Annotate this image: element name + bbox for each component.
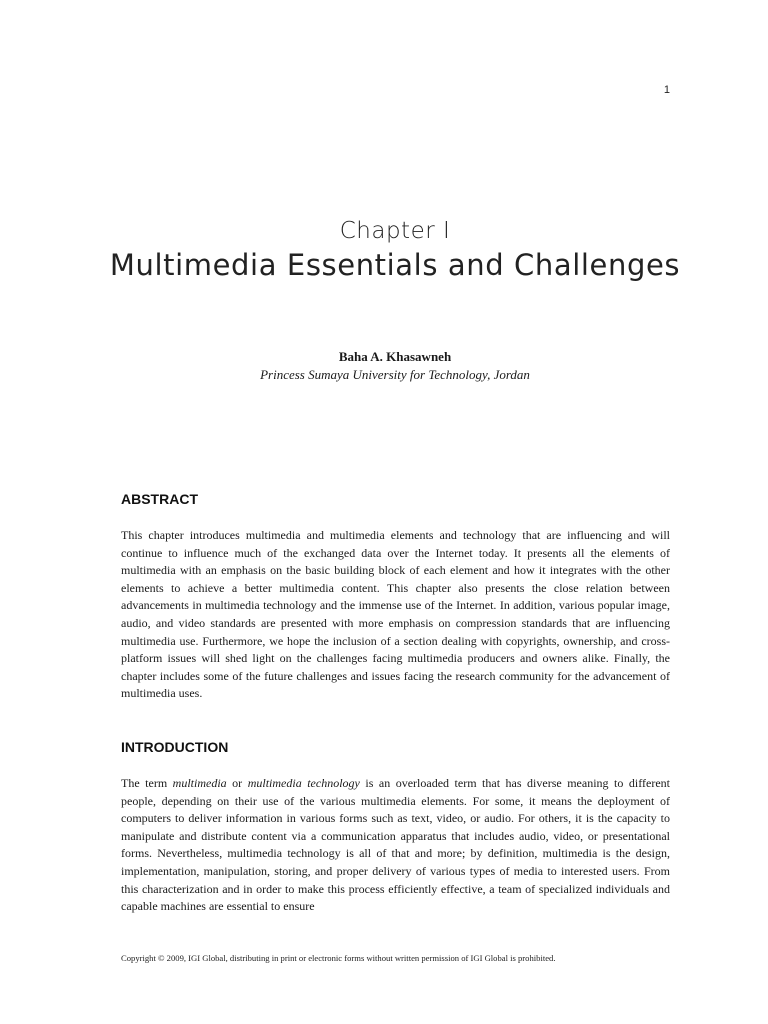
copyright-notice: Copyright © 2009, IGI Global, distributing in print or electronic forms without written permission of IGI Global is prohibited.: [121, 953, 556, 963]
intro-text-segment: or: [226, 776, 248, 790]
author-affiliation: Princess Sumaya University for Technology, Jordan: [260, 367, 530, 382]
page-number: 1: [663, 84, 670, 96]
chapter-label: Chapter I: [339, 218, 451, 244]
intro-term-multimedia: multimedia: [172, 776, 227, 790]
introduction-heading: INTRODUCTION: [121, 739, 229, 755]
intro-text-segment: is an overloaded term that has diverse meaning to different people, depending on their use of the various multimedia elements. For some, it means the deployment of computers to deliver information in various forms such as text, video, or audio. For others, it is the capacity to manipulate and distribute content via a communication apparatus that includes audio, video, or presentational forms. Nevertheless, multimedia technology is all of that and more; by definition, multimedia is the design, implementation, manipulation, storing, and proper delivery of various types of media to interested users. From this characterization and in order to make this process efficiently effective, a team of specialized individuals and capable machines are essential to ensure: [121, 776, 670, 914]
intro-text-segment: The term: [121, 776, 173, 790]
abstract-heading: ABSTRACT: [121, 491, 198, 507]
abstract-paragraph: This chapter introduces multimedia and multimedia elements and technology that are influencing and will continue to influence much of the exchanged data over the Internet today. It presents all the elements of multimedia with an emphasis on the basic building block of each element and how it integrates with the other elements to achieve a better multimedia content. This chapter also presents the close relation between advancements in multimedia technology and the immense use of the Internet. In addition, various popular image, audio, and video standards are presented with more emphasis on compression standards that are influencing multimedia use. Furthermore, we hope the inclusion of a section dealing with copyrights, ownership, and cross-platform issues will shed light on the challenges facing multimedia producers and owners alike. Finally, the chapter includes some of the future challenges and issues facing the research community for the advancement of multimedia uses.: [121, 528, 670, 701]
chapter-title: Multimedia Essentials and Challenges: [109, 248, 681, 282]
introduction-paragraph: [121, 775, 670, 916]
author-name: Baha A. Khasawneh: [338, 349, 452, 364]
intro-term-multimedia-technology: multimedia technology: [247, 776, 360, 790]
